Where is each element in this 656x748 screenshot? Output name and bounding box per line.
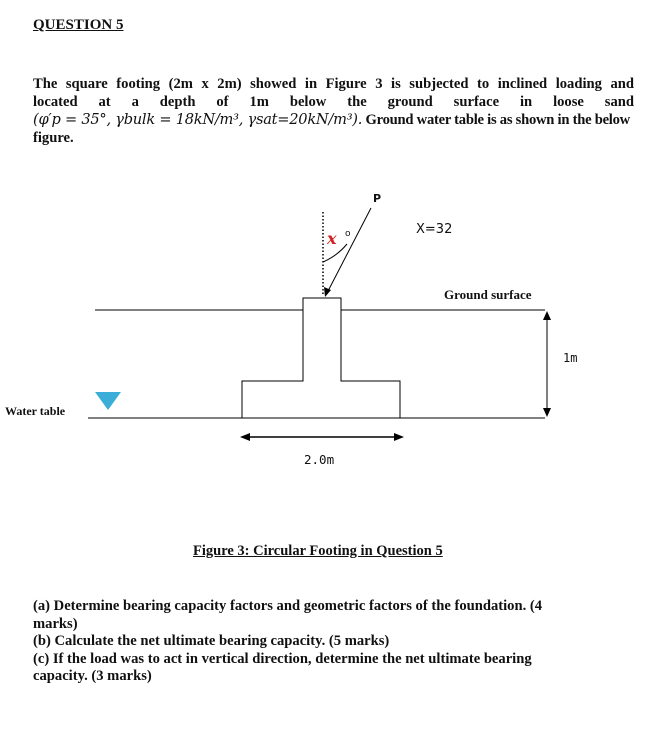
statement-line-3-text: Ground water table is as shown in the below xyxy=(362,112,630,128)
ground-surface-label: Ground surface xyxy=(444,287,532,302)
angle-value-label: X=32 xyxy=(416,222,453,237)
footing-diagram xyxy=(0,180,656,490)
figure-caption: Figure 3: Circular Footing in Question 5 xyxy=(193,543,443,559)
statement-line-4: figure. xyxy=(33,130,74,146)
depth-arrow-up-icon xyxy=(543,311,551,320)
width-label: 2.0m xyxy=(304,452,335,467)
question-c-line-1: (c) If the load was to act in vertical direction, determine the net ultimate bearing xyxy=(33,650,532,667)
problem-statement xyxy=(33,75,634,147)
depth-arrow-down-icon xyxy=(543,408,551,417)
question-c-line-2: capacity. (3 marks) xyxy=(33,668,152,684)
statement-line-2: located at a depth of 1m below the ground surface in loose sand xyxy=(33,94,634,110)
angle-symbol: x xyxy=(327,229,337,248)
load-arrowhead-icon xyxy=(324,287,331,297)
statement-line-1: The square footing (2m x 2m) showed in Figure 3 is subjected to inclined loading and xyxy=(33,76,634,92)
load-arrow xyxy=(327,208,371,293)
degree-symbol: o xyxy=(345,229,351,239)
questions-list xyxy=(33,598,623,686)
question-a-line-1: (a) Determine bearing capacity factors and geometric factors of the foundation. (4 xyxy=(33,598,543,614)
question-a-line-2: marks) xyxy=(33,615,78,632)
depth-label: 1m xyxy=(563,351,578,365)
load-label: P xyxy=(373,192,382,205)
water-table-label: Water table xyxy=(5,404,66,418)
width-arrow-right-icon xyxy=(394,433,404,441)
soil-parameters: (φ′p = 35°, γbulk = 18kN/m³, γsat=20kN/m³). xyxy=(33,111,363,128)
statement-line-3 xyxy=(33,111,634,129)
question-heading: QUESTION 5 xyxy=(33,17,124,33)
water-table-icon xyxy=(95,392,121,410)
question-b: (b) Calculate the net ultimate bearing capacity. (5 marks) xyxy=(33,633,390,649)
footing-outline xyxy=(242,298,400,418)
width-arrow-left-icon xyxy=(240,433,250,441)
